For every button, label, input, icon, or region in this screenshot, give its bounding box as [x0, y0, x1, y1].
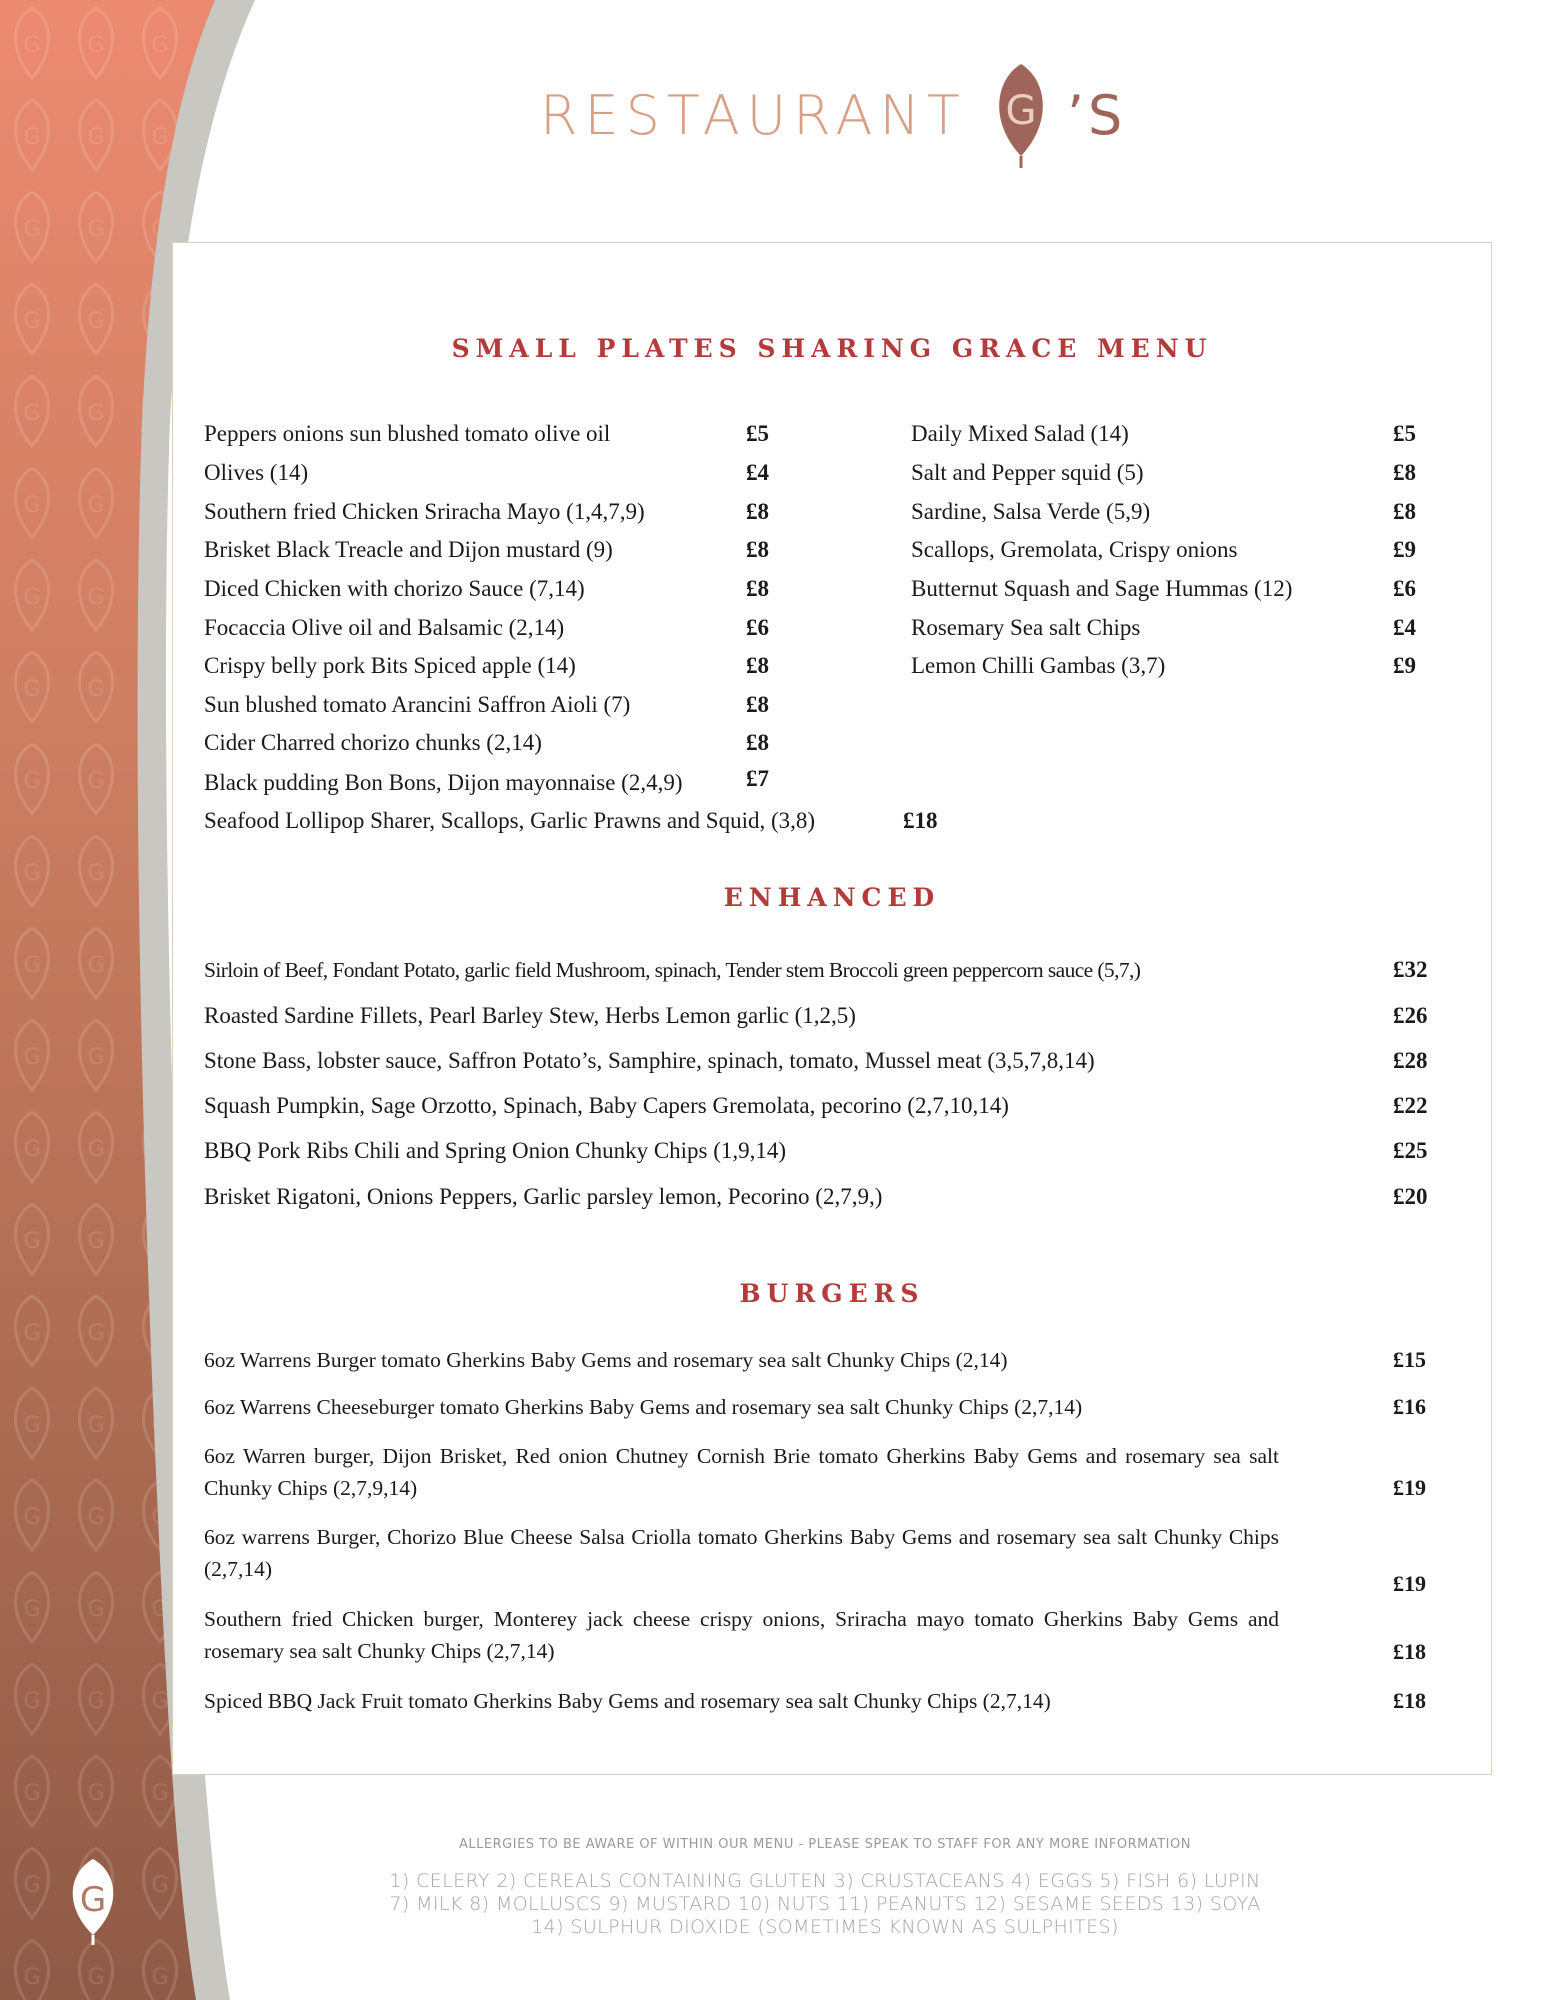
menu-item-price: £9 [1393, 653, 1416, 678]
sharer-item-name: Seafood Lollipop Sharer, Scallops, Garlic Prawns and Squid, (3,8) [204, 808, 816, 833]
menu-item-price: £8 [1393, 460, 1416, 485]
menu-item-name: Butternut Squash and Sage Hummas (12) [911, 576, 1293, 601]
burgers-title: BURGERS [739, 1279, 925, 1308]
menu-item-price: £8 [746, 730, 769, 755]
menu-item-name: Southern fried Chicken burger, Monterey jack cheese crispy onions, Sriracha mayo tomato Gherkins Baby Gems and rosemary sea salt Chunky Chips (2,7,14) [204, 1607, 1279, 1663]
menu-item-name: 6oz Warren burger, Dijon Brisket, Red onion Chutney Cornish Brie tomato Gherkins Baby Gems and rosemary sea salt Chunky Chips (2,7,9,14) [204, 1444, 1279, 1500]
menu-item-price: £15 [1393, 1347, 1426, 1372]
menu-item-name: Brisket Rigatoni, Onions Peppers, Garlic parsley lemon, Pecorino (2,7,9,) [204, 1184, 883, 1209]
menu-item-name: Sun blushed tomato Arancini Saffron Aioli (7) [204, 692, 631, 717]
menu-item-price: £6 [746, 615, 769, 640]
menu-item-price: £6 [1393, 576, 1416, 601]
menu-item-price: £8 [746, 692, 769, 717]
menu-item-name: Daily Mixed Salad (14) [911, 421, 1129, 446]
menu-item-name: Squash Pumpkin, Sage Orzotto, Spinach, Baby Capers Gremolata, pecorino (2,7,10,14) [204, 1093, 1009, 1118]
menu-item-price: £16 [1393, 1394, 1426, 1419]
menu-item-name: Southern fried Chicken Sriracha Mayo (1,4,7,9) [204, 499, 645, 524]
menu-item-price: £9 [1393, 537, 1416, 562]
menu-item-price: £19 [1393, 1475, 1426, 1500]
menu-item-price: £18 [1393, 1639, 1426, 1664]
menu-item-name: Spiced BBQ Jack Fruit tomato Gherkins Baby Gems and rosemary sea salt Chunky Chips (2,7,14) [204, 1689, 1051, 1713]
menu-item-price: £5 [1393, 421, 1416, 446]
menu-item-price: £18 [1393, 1688, 1426, 1713]
menu-item-price: £8 [746, 576, 769, 601]
menu-item-name: Focaccia Olive oil and Balsamic (2,14) [204, 615, 565, 640]
sharer-item-price: £18 [903, 808, 938, 833]
allergy-line: 7) MILK 8) MOLLUSCS 9) MUSTARD 10) NUTS 11) PEANUTS 12) SESAME SEEDS 13) SOYA [389, 1893, 1261, 1915]
menu-item-name: Scallops, Gremolata, Crispy onions [911, 537, 1238, 562]
menu-item-name: Crispy belly pork Bits Spiced apple (14) [204, 653, 576, 678]
menu-item-price: £8 [1393, 499, 1416, 524]
menu-item-name: Sardine, Salsa Verde (5,9) [911, 499, 1151, 524]
menu-item-name: BBQ Pork Ribs Chili and Spring Onion Chunky Chips (1,9,14) [204, 1138, 787, 1163]
menu-item-name: Salt and Pepper squid (5) [911, 460, 1144, 485]
menu-item-name: Peppers onions sun blushed tomato olive oil [204, 421, 611, 446]
menu-item-price: £25 [1393, 1138, 1428, 1163]
allergy-heading: ALLERGIES TO BE AWARE OF WITHIN OUR MENU - PLEASE SPEAK TO STAFF FOR ANY MORE INFORMATION [459, 1837, 1191, 1852]
menu-item-name: Sirloin of Beef, Fondant Potato, garlic field Mushroom, spinach, Tender stem Broccoli green peppercorn sauce (5,7,) [204, 958, 1141, 982]
menu-item-price: £4 [1393, 615, 1416, 640]
menu-item-price: £22 [1393, 1093, 1428, 1118]
menu-item-price: £26 [1393, 1003, 1428, 1028]
menu-item-name: Rosemary Sea salt Chips [911, 615, 1141, 640]
allergy-line: 14) SULPHUR DIOXIDE (SOMETIMES KNOWN AS SULPHITES) [531, 1916, 1119, 1938]
menu-item-name: Black pudding Bon Bons, Dijon mayonnaise (2,4,9) [204, 770, 683, 795]
menu-item-name: 6oz Warrens Cheeseburger tomato Gherkins Baby Gems and rosemary sea salt Chunky Chips (2,7,14) [204, 1395, 1083, 1419]
logo-suffix: ’S [1066, 83, 1127, 147]
menu-item-price: £19 [1393, 1571, 1426, 1596]
menu-item-price: £32 [1393, 957, 1428, 982]
menu-item-name: Roasted Sardine Fillets, Pearl Barley Stew, Herbs Lemon garlic (1,2,5) [204, 1003, 856, 1028]
menu-item-name: Diced Chicken with chorizo Sauce (7,14) [204, 576, 585, 601]
enhanced-title: ENHANCED [723, 883, 941, 912]
small-plates-title: SMALL PLATES SHARING GRACE MENU [451, 334, 1213, 363]
svg-text:G: G [79, 1880, 107, 1920]
menu-item-name: Olives (14) [204, 460, 309, 485]
logo-leaf-letter: G [1005, 88, 1037, 134]
menu-item-price: £7 [746, 766, 769, 791]
leaf-badge-icon [62, 1855, 124, 1947]
menu-item-price: £8 [746, 537, 769, 562]
menu-item-name: Brisket Black Treacle and Dijon mustard (9) [204, 537, 613, 562]
logo-wordmark: RESTAURANT [540, 83, 967, 147]
menu-item-price: £8 [746, 653, 769, 678]
menu-item-price: £28 [1393, 1048, 1428, 1073]
menu-item-name: Cider Charred chorizo chunks (2,14) [204, 730, 542, 755]
menu-item-price: £20 [1393, 1184, 1428, 1209]
menu-item-price: £4 [746, 460, 769, 485]
menu-item-price: £5 [746, 421, 769, 446]
menu-item-price: £8 [746, 499, 769, 524]
menu-item-name: Lemon Chilli Gambas (3,7) [911, 653, 1166, 678]
allergy-line: 1) CELERY 2) CEREALS CONTAINING GLUTEN 3) CRUSTACEANS 4) EGGS 5) FISH 6) LUPIN [389, 1870, 1261, 1892]
menu-item-name: Stone Bass, lobster sauce, Saffron Potato’s, Samphire, spinach, tomato, Mussel meat (3,5,7,8,14) [204, 1048, 1095, 1073]
restaurant-logo [540, 55, 1126, 175]
leaf-logo-icon [989, 60, 1053, 170]
menu-frame [172, 242, 1492, 1775]
menu-item-name: 6oz Warrens Burger tomato Gherkins Baby Gems and rosemary sea salt Chunky Chips (2,14) [204, 1348, 1008, 1372]
menu-item-name: 6oz warrens Burger, Chorizo Blue Cheese Salsa Criolla tomato Gherkins Baby Gems and rosemary sea salt Chunky Chips (2,7,14) [204, 1525, 1279, 1581]
